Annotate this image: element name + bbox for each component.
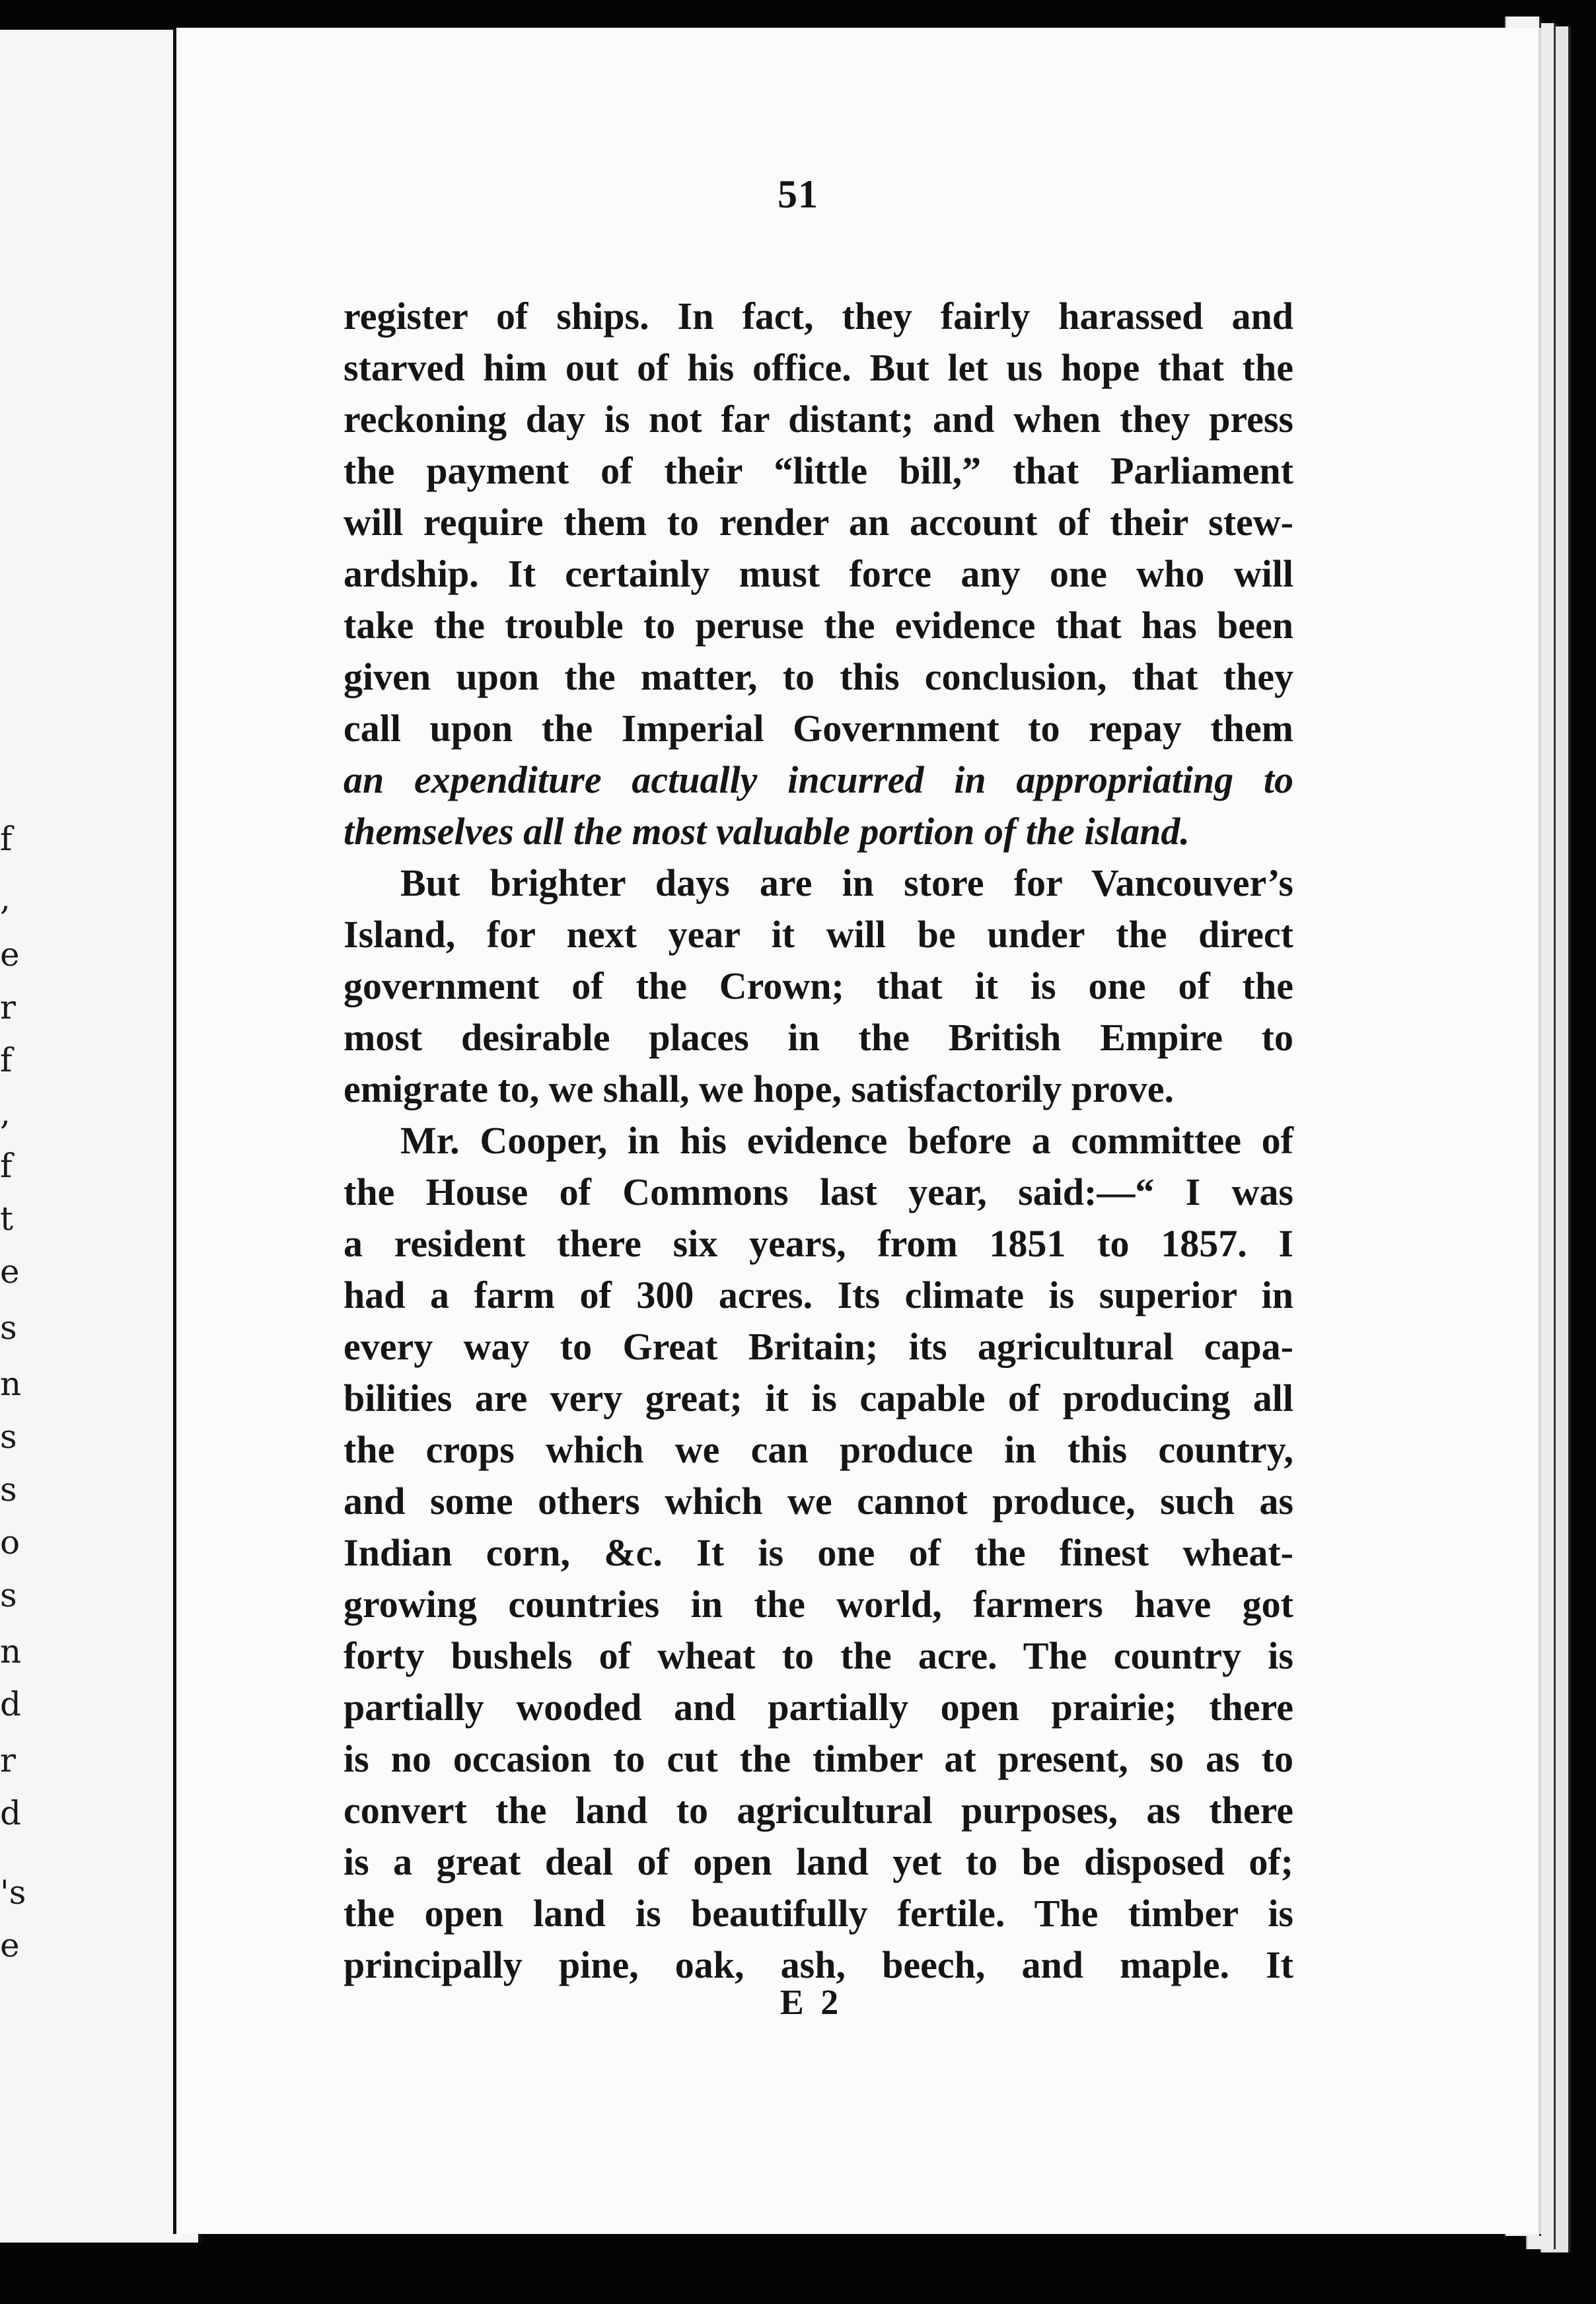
facing-page-char: f (0, 1041, 13, 1079)
text-line: an expenditure actually incurred in appropriating to (344, 758, 1293, 801)
text-line: given upon the matter, to this conclusion, that they (344, 655, 1293, 698)
text-line: had a farm of 300 acres. Its climate is superior in (344, 1274, 1293, 1316)
facing-page-char: r (0, 1741, 16, 1780)
body-text (344, 291, 1293, 1991)
text-line: Island, for next year it will be under the direct (344, 913, 1293, 956)
text-line: every way to Great Britain; its agricultural capa- (344, 1325, 1293, 1368)
text-line: the crops which we can produce in this country, (344, 1428, 1293, 1471)
text-line: and some others which we cannot produce, such as (344, 1480, 1293, 1523)
text-line: forty bushels of wheat to the acre. The country is (344, 1634, 1293, 1677)
facing-page-char: d (0, 1685, 22, 1723)
facing-page-char: s (0, 1418, 17, 1456)
facing-page-char: n (0, 1365, 22, 1403)
facing-page-char: d (0, 1794, 22, 1832)
facing-page-char: e (0, 935, 20, 974)
facing-page-char: n (0, 1632, 22, 1671)
text-line: government of the Crown; that it is one of the (344, 964, 1293, 1007)
facing-page-edge (0, 30, 202, 2243)
text-line: principally pine, oak, ash, beech, and maple. It (344, 1943, 1293, 1986)
facing-page-char: s (0, 1309, 17, 1347)
text-line: bilities are very great; it is capable of producing all (344, 1377, 1293, 1420)
text-line: Mr. Cooper, in his evidence before a committee of (400, 1119, 1293, 1162)
text-line: a resident there six years, from 1851 to 1857. I (344, 1222, 1293, 1265)
facing-page-char: f (0, 820, 13, 858)
text-line: themselves all the most valuable portion of the island. (344, 810, 1190, 853)
facing-page-char: e (0, 1926, 20, 1964)
text-line: partially wooded and partially open prairie; there (344, 1686, 1293, 1729)
text-line: most desirable places in the British Empire to (344, 1016, 1293, 1059)
text-line: register of ships. In fact, they fairly harassed and (344, 295, 1293, 338)
text-line: starved him out of his office. But let us hope that the (344, 346, 1293, 389)
text-line: take the trouble to peruse the evidence that has been (344, 604, 1293, 647)
signature-mark: E 2 (780, 1982, 843, 2022)
text-line: reckoning day is not far distant; and when they press (344, 398, 1293, 441)
text-line: Indian corn, &c. It is one of the finest wheat- (344, 1531, 1293, 1574)
text-line: the payment of their “little bill,” that Parliament (344, 449, 1293, 492)
text-line: emigrate to, we shall, we hope, satisfactorily prove. (344, 1067, 1174, 1110)
text-line: call upon the Imperial Government to repay them (344, 707, 1293, 750)
facing-page-char: f (0, 1147, 13, 1185)
facing-page-char: t (0, 1200, 14, 1238)
facing-page-char: 's (0, 1873, 26, 1912)
facing-page-char: , (0, 1094, 11, 1132)
text-line: the open land is beautifully fertile. The timber is (344, 1892, 1293, 1935)
text-line: convert the land to agricultural purposes, as there (344, 1789, 1293, 1832)
facing-page-char: s (0, 1576, 17, 1614)
facing-page-char: r (0, 988, 16, 1026)
text-line: is no occasion to cut the timber at present, so as to (344, 1737, 1293, 1780)
page-number: 51 (778, 172, 818, 216)
facing-page-char: s (0, 1470, 17, 1509)
facing-page-char: e (0, 1252, 20, 1291)
text-line: ardship. It certainly must force any one who will (344, 552, 1293, 595)
facing-page-char: , (0, 879, 11, 918)
text-line: will require them to render an account of their stew- (344, 501, 1293, 544)
text-line: But brighter days are in store for Vancouver’s (400, 861, 1293, 904)
text-line: is a great deal of open land yet to be disposed of; (344, 1840, 1293, 1883)
facing-page-char: o (0, 1523, 20, 1562)
text-line: growing countries in the world, farmers have got (344, 1583, 1293, 1626)
text-line: the House of Commons last year, said:—“ I was (344, 1170, 1293, 1213)
